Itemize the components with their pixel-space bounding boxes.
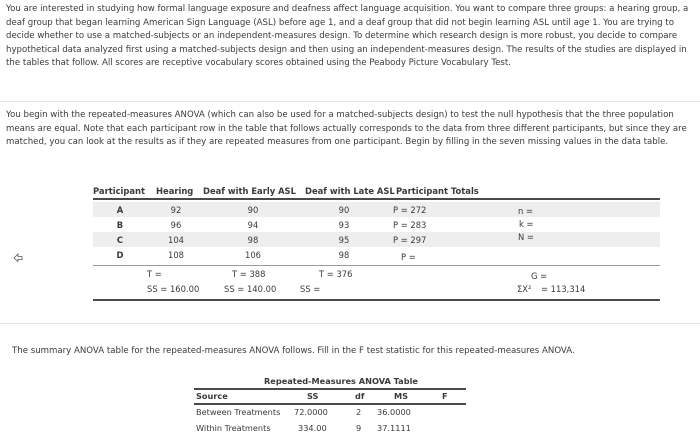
table-rule: [93, 198, 660, 200]
t-early: T = 388: [232, 269, 266, 279]
header-participant: Participant: [93, 186, 146, 196]
sum-x-squared-value: = 113,314: [541, 284, 586, 294]
header-hearing: Hearing: [156, 186, 194, 196]
row-label-b: B: [116, 220, 124, 230]
anova-ms: 37.1111: [377, 423, 411, 433]
stat-n: n =: [518, 206, 533, 216]
stat-N: N =: [518, 232, 534, 242]
intro-paragraph: You are interested in studying how formal language exposure and deafness affect language acquisition. You want to compare three groups: a hearing group, a deaf group that began learning American Sign Language (ASL) before age 1, and a deaf group that did not begin learning ASL until age 1. You are trying to decide whether to use a matched-subjects or an independent-measures design. To determine which research design is more robust, you decide to compare hypothetical data analyzed first using a matched-subjects design and then using an independent-measures design. The results of the studies are displayed in the tables that follow. All scores are receptive vocabulary scores obtained using the Peabody Picture Vocabulary Test.: [6, 4, 689, 69]
header-participant-totals: Participant Totals: [396, 186, 479, 196]
anova-header-ms: MS: [394, 391, 409, 401]
mouse-cursor-icon: [13, 252, 23, 262]
data-table: [93, 182, 670, 310]
cell-total: P = 272: [393, 205, 427, 215]
row-label-c: C: [116, 235, 124, 245]
header-early-asl: Deaf with Early ASL: [203, 186, 296, 196]
anova-df: 9: [356, 423, 362, 433]
cell-total: P = 283: [393, 220, 427, 230]
cell-early: 106: [245, 250, 261, 260]
anova-header-df: df: [355, 391, 365, 401]
cell-hearing: 108: [168, 250, 184, 260]
table-rule: [93, 299, 660, 301]
divider: [0, 101, 700, 102]
anova-source: Between Treatments: [196, 407, 281, 417]
anova-header-f: F: [442, 391, 448, 401]
t-hearing: T =: [147, 269, 162, 279]
header-late-asl: Deaf with Late ASL: [305, 186, 395, 196]
cell-total: P = 297: [393, 235, 427, 245]
row-label-d: D: [116, 250, 124, 260]
anova-header-source: Source: [196, 391, 228, 401]
anova-ms: 36.0000: [377, 407, 411, 417]
anova-table-title: Repeated-Measures ANOVA Table: [264, 376, 418, 386]
ss-hearing: SS = 160.00: [147, 284, 200, 294]
divider: [0, 323, 700, 324]
anova-df: 2: [356, 407, 362, 417]
anova-header-ss: SS: [307, 391, 319, 401]
anova-source: Within Treatments: [196, 423, 271, 433]
table-rule: [194, 403, 466, 405]
ss-early: SS = 140.00: [224, 284, 277, 294]
cell-late: 93: [338, 220, 350, 230]
ss-late: SS =: [300, 284, 321, 294]
table-rule: [194, 388, 466, 390]
anova-table: [194, 376, 466, 436]
t-late: T = 376: [319, 269, 353, 279]
stat-k: k =: [519, 219, 534, 229]
grand-total-g: G =: [531, 271, 548, 281]
row-label-a: A: [116, 205, 124, 215]
sum-x-squared-label: ΣX²: [517, 284, 532, 294]
anova-prompt: The summary ANOVA table for the repeated-measures ANOVA follows. Fill in the F test statistic for this repeated-measures ANOVA.: [12, 346, 575, 356]
anova-ss: 72.0000: [294, 407, 328, 417]
cell-late: 90: [338, 205, 350, 215]
cell-late: 98: [338, 250, 350, 260]
cell-early: 98: [247, 235, 259, 245]
cell-late: 95: [338, 235, 350, 245]
cell-early: 94: [247, 220, 259, 230]
cell-hearing: 92: [170, 205, 182, 215]
instruction-paragraph: You begin with the repeated-measures ANOVA (which can also be used for a matched-subjects design) to test the null hypothesis that the three population means are equal. Note that each participant row in the table that follows actually corresponds to the data from three different participants, but since they are matched, you can look at the results as if they are repeated measures from one participant. Begin by filling in the seven missing values in the data table.: [6, 110, 687, 148]
table-rule: [93, 265, 660, 266]
cell-hearing: 96: [170, 220, 182, 230]
cell-total-missing: P =: [401, 252, 416, 262]
cell-hearing: 104: [168, 235, 184, 245]
cell-early: 90: [247, 205, 259, 215]
anova-ss: 334.00: [298, 423, 327, 433]
